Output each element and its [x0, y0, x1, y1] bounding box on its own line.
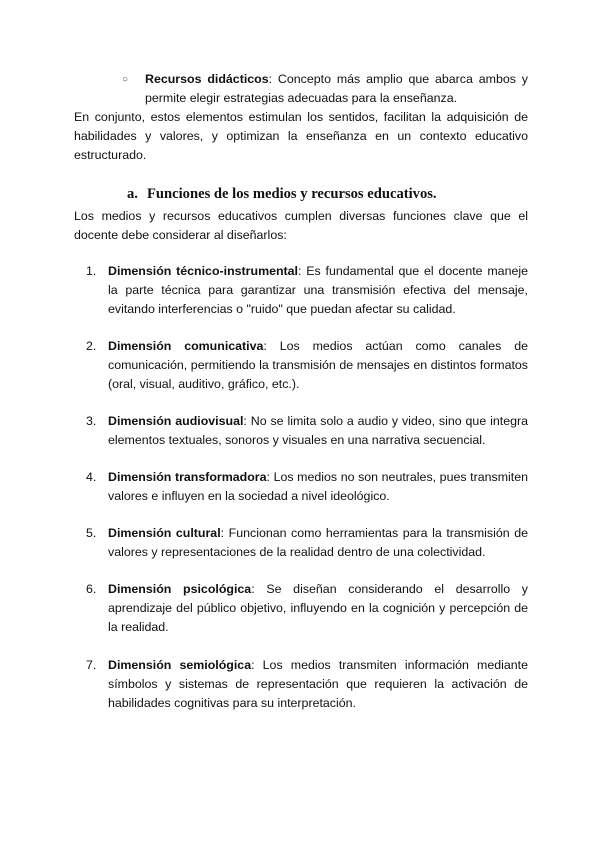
- item-term: Dimensión técnico-instrumental: [108, 264, 299, 278]
- item-number: 3.: [86, 414, 97, 428]
- intro-paragraph: Los medios y recursos educativos cumplen diversas funciones clave que el docente debe considerar al diseñarlos:: [74, 209, 528, 242]
- list-item: [86, 262, 528, 319]
- bullet-description: : Concepto más amplio que abarca ambos y permite elegir estrategias adecuadas para la enseñanza.: [145, 72, 528, 105]
- hollow-circle-bullet-icon: ○: [122, 74, 129, 85]
- item-number: 2.: [86, 339, 97, 353]
- item-term: Dimensión semiológica: [108, 658, 252, 672]
- item-number: 4.: [86, 470, 97, 484]
- item-text: [108, 412, 528, 450]
- item-number: 6.: [86, 582, 97, 596]
- list-item: [86, 337, 528, 394]
- item-description: : No se limita solo a audio y video, sino que integra elementos textuales, sonoros y visuales en una narrativa secuencial.: [108, 414, 528, 447]
- item-term: Dimensión comunicativa: [108, 339, 264, 353]
- list-item: [86, 580, 528, 637]
- item-description: : Se diseñan considerando el desarrollo y aprendizaje del público objetivo, influyendo en la cognición y percepción de la realidad.: [108, 582, 528, 634]
- list-item: [86, 524, 528, 562]
- list-item: [86, 468, 528, 506]
- item-number: 7.: [86, 658, 97, 672]
- item-text: [108, 656, 528, 713]
- item-description: : Los medios no son neutrales, pues transmiten valores e influyen en la sociedad a nivel ideológico.: [108, 470, 529, 503]
- item-text: [108, 262, 528, 319]
- item-term: Dimensión cultural: [108, 526, 221, 540]
- item-text: [108, 580, 528, 637]
- item-description: : Los medios actúan como canales de comunicación, permitiendo la transmisión de mensajes en distintos formatos (oral, visual, auditivo, gráfico, etc.).: [108, 339, 528, 391]
- bullet-term: Recursos didácticos: [145, 72, 269, 86]
- bullet-item-recursos: [122, 70, 528, 108]
- item-text: [108, 524, 528, 562]
- list-item: [86, 412, 528, 450]
- item-number: 5.: [86, 526, 97, 540]
- item-description: : Es fundamental que el docente maneje la parte técnica para garantizar una transmisión efectiva del mensaje, evitando interferencias o "ruido" que puedan afectar su calidad.: [108, 264, 528, 316]
- section-letter: a.: [127, 186, 138, 202]
- item-number: 1.: [86, 264, 97, 278]
- item-description: : Los medios transmiten información mediante símbolos y sistemas de representación que requieren la activación de habilidades cognitivas para su interpretación.: [108, 658, 528, 710]
- item-term: Dimensión audiovisual: [108, 414, 244, 428]
- item-term: Dimensión transformadora: [108, 470, 267, 484]
- bullet-text: [145, 70, 528, 108]
- item-text: [108, 337, 528, 394]
- section-heading: [127, 184, 547, 204]
- item-text: [108, 468, 528, 506]
- item-term: Dimensión psicológica: [108, 582, 252, 596]
- summary-paragraph: En conjunto, estos elementos estimulan los sentidos, facilitan la adquisición de habilidades y valores, y optimizan la enseñanza en un contexto educativo estructurado.: [74, 110, 528, 162]
- section-title: Funciones de los medios y recursos educativos.: [147, 186, 437, 202]
- list-item: [86, 656, 528, 713]
- item-description: : Funcionan como herramientas para la transmisión de valores y representaciones de la realidad dentro de una colectividad.: [108, 526, 528, 559]
